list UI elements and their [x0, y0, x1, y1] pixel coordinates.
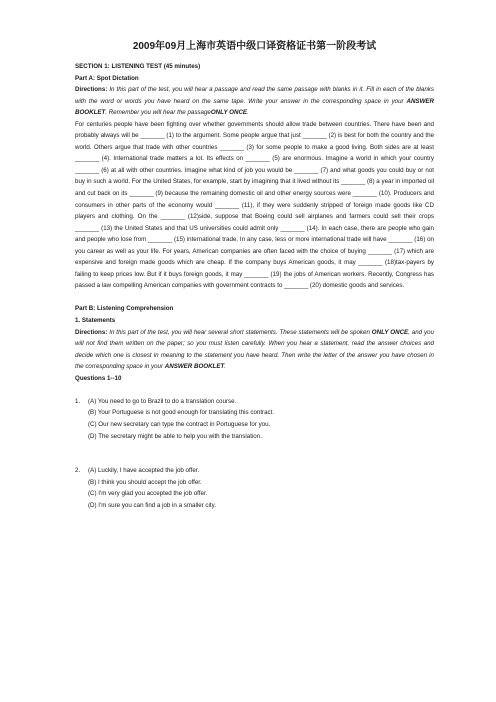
- part-a-directions: [75, 84, 434, 119]
- directions-text: In this part of the test, you will hear a passage and read the same passage with blanks in it. Fill in each of the blanks with the word or words you have heard on the same tape. Write your answer in the corresponding space in your: [75, 86, 434, 105]
- directions-emphasis: ANSWER BOOKLET: [164, 363, 225, 371]
- directions-text: In this part of the test, you will hear several short statements. These statements will be spoken: [107, 328, 372, 336]
- question-item: [75, 465, 434, 511]
- question-item: [75, 396, 434, 442]
- part-b-directions: [75, 327, 434, 373]
- directions-text: .: [247, 109, 249, 117]
- answer-option: (A) Luckily, I have accepted the job offer.: [88, 467, 200, 475]
- questions-range-label: Questions 1--10: [75, 374, 122, 382]
- section-heading: SECTION 1: LISTENING TEST (45 minutes): [75, 63, 201, 70]
- directions-text: .: [224, 363, 226, 371]
- directions-text: , and you will not find them written on the paper; so you must listen carefully. When you hear a statement, read the answer choices and decide which one is closest in meaning to the statement you have heard. Then write the letter of the answer you have chosen in the corresponding space in your: [75, 328, 434, 371]
- answer-option: (B) Your Portuguese is not good enough for translating this contract.: [88, 409, 275, 417]
- answer-option: (D) I'm sure you can find a job in a smaller city.: [88, 501, 216, 509]
- page-title: 2009年09月上海市英语中级口译资格证书第一阶段考试: [132, 41, 377, 52]
- directions-emphasis: ANSWER BOOKLET: [75, 97, 434, 117]
- question-number: 1.: [75, 397, 81, 405]
- answer-option: (C) I'm very glad you accepted the job offer.: [88, 490, 208, 498]
- directions-label: Directions:: [75, 328, 108, 336]
- answer-option: (D) The secretary might be able to help you with the translation.: [88, 432, 262, 440]
- answer-option: (C) Our new secretary can type the contract in Portuguese for you.: [88, 420, 271, 428]
- directions-emphasis: ONLY ONCE: [371, 328, 409, 336]
- part-a-heading: Part A: Spot Dictation: [75, 74, 139, 82]
- answer-option: (B) I think you should accept the job offer.: [88, 478, 202, 486]
- question-number: 2.: [75, 467, 81, 475]
- statements-heading: 1. Statements: [75, 317, 116, 325]
- directions-emphasis: ONLY ONCE: [210, 109, 248, 117]
- directions-label: Directions:: [75, 86, 108, 94]
- part-b-heading: Part B: Listening Comprehension: [75, 305, 174, 313]
- directions-text: . Remember you will hear the passage: [105, 109, 211, 117]
- answer-option: (A) You need to go to Brazil to do a translation course.: [88, 397, 237, 405]
- dictation-passage: For centuries people have been fighting over whether governments should allow trade between countries. There have been and probably always will be _______ (1) to the argument. Some people argue that just _______ (2) is best for both the country and the world. Others argue that trade with other countries _______ (3) for some people to make a good living. Both sides are at least _______ (4). International trade matters a lot. Its effects on _______ (5) are enormous. Imagine a world in which your country _______ (6) at all with other countries. Imagine what kind of job you would be _______ (7) and what goods you could buy or not buy in such a world. For the United States, for example, start by imagining that it lived without its _______ (8) a year in imported oil and cut back on its _______ (9) because the remaining domestic oil and other energy sources were _______ (10). Producers and consumers in other parts of the economy would _______ (11), if they were suddenly stripped of foreign made goods like CD players and clothing. On the _______ (12)side, suppose that Boeing could sell airplanes and farmers could sell their crops _______ (13) the United States and that US universities could admit only _______ (14). In each case, there are people who gain and people who lose from _______ (15) international trade. In any case, less or more international trade will have _______ (16) on you career as well as your life. For years, American companies are often faced with the choice of buying _______ (17) which are expensive and foreign made goods which are cheap. If the company buys American goods, it may _______ (18)tax-payers by failing to keep prices low. But if it buys foreign goods, it may _______ (19) the jobs of American workers. Recently, Congress has passed a law compelling American companies with government contracts to _______ (20) domestic goods and services.: [75, 120, 434, 290]
